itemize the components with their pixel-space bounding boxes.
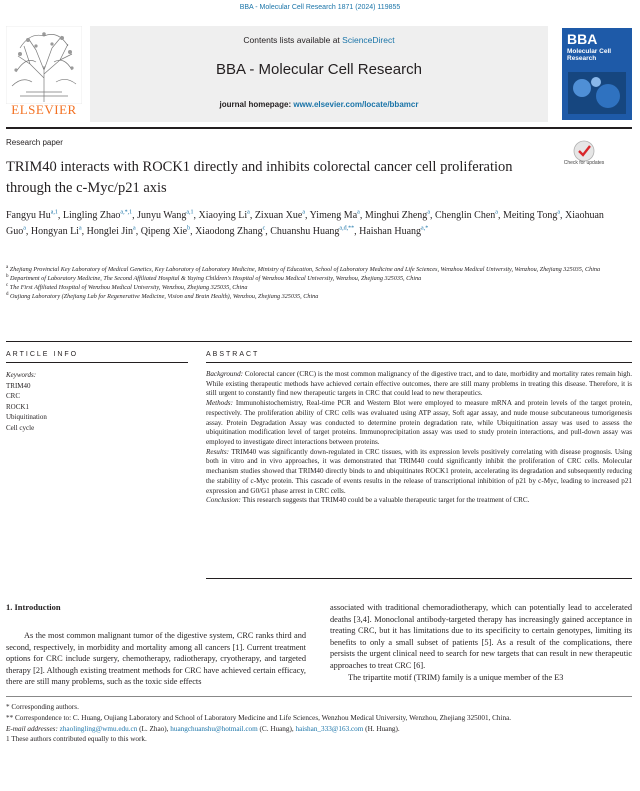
abstract-body [206,370,632,506]
contents-line [90,35,548,45]
crossmark-label: Check for updates [563,160,605,166]
author-name[interactable]: Minghui Zheng [364,210,428,221]
intro-paragraph: As the most common malignant tumor of the digestive system, CRC ranks third and second, respectively, in morbidity and mortality among all cancers [1]. Current treatment options for CRC include surgery, chemotherapy, radiotherapy, cryotherapy, and targeted therapy [2]. Although existing treatment methods for CRC have achieved certain efficacy, there are still many problems, such as the toxic side effects [6,631,306,687]
affiliation-text: Department of Laboratory Medicine, The Second Affiliated Hospital & Yuying Children's Hospital of Wenzhou Medical University, Wenzhou, Zhejiang 325035, China [10,274,422,282]
masthead [90,26,548,122]
abstract-methods: Methods: Immunohistochemistry, Real-time PCR and Western Blot were employed to measure mRNA and protein levels of the target protein, respectively. The proliferation ability of CRC cells was evaluated using ATP assay, Soft agar assay, and nude mouse subcutaneous tumorigenesis assay. Protein Degradation Assay was conducted to determine protein degradation rate, while Ubiquitination assay was used to assess the ubiquitination modification level of target proteins. Immunoprecipitation assay was used to study protein interactions, and pull-down assay was employed to investigate direct interactions between proteins. [206,399,632,447]
abstract-rule [206,362,632,363]
footnote-emails: E-mail addresses: zhaolingling@wmu.edu.cn (L. Zhao), huangchuanshu@hotmail.com (C. Huang), haishan_333@163.com (H. Huang). [6,724,400,733]
section-rule [6,341,632,342]
homepage-link[interactable]: www.elsevier.com/locate/bbamcr [293,100,419,109]
journal-cover[interactable] [562,28,632,120]
affiliation [6,293,632,302]
article-info-heading: ARTICLE INFO [6,351,79,358]
affiliation-list [6,266,632,302]
homepage-line [90,100,548,109]
author-affiliation-marker[interactable]: a,* [421,225,429,232]
journal-header [6,26,632,122]
keyword: Cell cycle [6,423,35,432]
author-affiliation-marker[interactable]: a,*,1 [120,209,133,216]
abstract-results: Results: TRIM40 was significantly down-regulated in CRC tissues, with its expression levels positively correlating with disease prognosis. Using both in vitro and in vivo approaches, it was demonstrated that TRIM40 could significantly inhibit the proliferation of CRC cells. Molecular mechanism studies showed that TRIM40 directly binds to and ubiquitinates ROCK1 protein, accelerating its degradation and subsequently reducing the stability of c-Myc protein. This cascade of events results in the release of transcriptional inhibition of p21 by c-Myc, leading to increased p21 expression and G0/G1 phase arrest in CRC cells. [206,447,632,495]
author-affiliation-marker[interactable]: a [357,209,360,216]
author-name[interactable]: Zixuan Xue [254,210,303,221]
author-list: Fangyu Hu$^{a,1}$, Lingling Zhao$^{a,*,1}$, Junyu Wang$^{a,1}$, Xiaoying Li$^a$, Zixuan Xue$^a$, Yimeng Ma$^a$, Minghui Zheng$^a$, Chenglin Chen$^a$, Meiting Tong$^a$, Xiaohuan Guo$^a$, Hongyan Li$^a$, Honglei Jin$^a$, Qipeng Xie$^b$, Xiaodong Zhang$^c$, Chuanshu Huang$^{a,d,**}$, Haishan Huang$^{a,*}$ [6,209,604,237]
author-name[interactable]: Meiting Tong [502,210,558,221]
affiliation [6,266,632,275]
article-title: TRIM40 interacts with ROCK1 directly and inhibits colorectal cancer cell proliferation through the c-Myc/p21 axis [6,159,513,197]
author-name[interactable]: Qipeng Xie [140,226,188,237]
cover-art-icon [562,28,632,120]
author-affiliation-marker[interactable]: a [495,209,498,216]
affiliation-text: Zhejiang Provincial Key Laboratory of Medical Genetics, Key Laboratory of Laboratory Medicine, Ministry of Education, School of Laboratory Medicine and Life Sciences, Wenzhou Medical University, Wenzhou, Zhejiang 325035, China [9,266,601,273]
author-affiliation-marker[interactable]: a [78,225,82,232]
author-name[interactable]: Hongyan Li [30,226,79,237]
intro-paragraph: associated with traditional chemoradiotherapy, which can potentially lead to accelerated deaths [3,4]. Monoclonal antibody-targeted therapy has increasingly gained acceptance in treating CRC, but it has limitations due to its specificity to certain genotypes, limiting its benefits to only a small subset of patients [5]. As a result of the complications, there persists the urgent clinical need to search for new targets that can result in new therapeutic approaches to treat CRC [6]. [330,603,632,671]
author-affiliation-marker[interactable]: a [23,225,26,232]
article-type: Research paper [6,138,63,147]
author-name[interactable]: Fangyu Hu [6,210,51,221]
affiliation [6,284,632,293]
author-affiliation-marker[interactable]: b [187,225,191,232]
affiliation-marker: d [6,291,9,297]
journal-citation[interactable]: BBA - Molecular Cell Research 1871 (2024) 119855 [239,4,401,11]
footnote-rule [6,696,632,697]
affiliation-text: Oujiang Laboratory (Zhejiang Lab for Regenerative Medicine, Vision and Brain Health), Wenzhou, Zhejiang 325035, China [10,292,319,300]
author-name[interactable]: Haishan Huang [359,226,422,237]
keywords-label: Keywords: [6,371,37,379]
author-affiliation-marker[interactable]: c [262,225,266,232]
email-label: E-mail addresses: [6,724,58,733]
affiliation-marker: a [6,264,9,270]
keyword: CRC [6,392,21,400]
intro-right-column [330,602,632,683]
email-link-huang-h[interactable]: haishan_333@163.com [295,724,364,733]
author-name[interactable]: Junyu Wang [137,210,187,221]
author-affiliation-marker[interactable]: a,1 [50,209,58,216]
abstract-background: Background: Colorectal cancer (CRC) is the most common malignancy of the digestive tract, and to date, morbidity and mortality rates remain high. While existing therapeutic methods have achieved certain effective outcomes, there are still many problems in treating this disease. Therefore, it is still urgent to constantly find new therapeutic targets in CRC that could lead to new therapeutics. [206,370,632,398]
tree-icon [6,26,82,104]
homepage-label: journal homepage: [219,100,294,109]
email-link-huang-c[interactable]: huangchuanshu@hotmail.com [170,724,258,733]
author-name[interactable]: Honglei Jin [86,226,134,237]
author-affiliation-marker[interactable]: a [557,209,561,216]
keyword: TRIM40 [6,381,31,390]
author-name[interactable]: Xiaodong Zhang [195,226,263,237]
intro-paragraph: The tripartite motif (TRIM) family is a unique member of the E3 [348,672,564,682]
publisher-name: ELSEVIER [11,102,77,117]
keyword: Ubiquitination [6,413,47,421]
contents-prefix: Contents lists available at [243,35,343,45]
author-name[interactable]: Lingling Zhao [62,210,121,221]
email-link-zhao[interactable]: zhaolingling@wmu.edu.cn [59,724,138,733]
affiliation-marker: c [6,282,9,288]
crossmark-icon [566,140,602,162]
check-for-updates-button[interactable] [566,140,602,178]
cover-title: BBA [567,31,598,47]
footnote-equal-contribution: 1 These authors contributed equally to this work. [6,735,147,744]
author-name[interactable]: Chuanshu Huang [270,226,340,237]
abstract-conclusion: Conclusion: This research suggests that TRIM40 could be a valuable therapeutic target for the treatment of CRC. [206,496,530,505]
footnote-corresponding: * Corresponding authors. [6,703,79,711]
author-affiliation-marker[interactable]: a [302,209,305,216]
abstract-end-rule [206,578,632,579]
keywords-block [6,370,186,433]
elsevier-logo [6,26,82,122]
author-affiliation-marker[interactable]: a,1 [186,209,194,216]
introduction-heading: 1. Introduction [6,602,61,612]
author-affiliation-marker[interactable]: a [133,225,136,232]
author-affiliation-marker[interactable]: a [247,209,250,216]
author-affiliation-marker[interactable]: a,d,** [339,225,355,232]
author-name[interactable]: Chenglin Chen [434,210,496,221]
info-rule [6,362,188,363]
affiliation-marker: b [6,273,9,279]
author-name[interactable]: Xiaohuan Guo [6,210,604,237]
sciencedirect-link[interactable]: ScienceDirect [342,35,395,45]
abstract-heading: ABSTRACT [206,351,260,358]
journal-title: BBA - Molecular Cell Research [216,61,422,78]
cover-subtitle: Molecular Cell Research [567,48,612,63]
intro-left-column [6,630,306,688]
keyword: ROCK1 [6,402,29,411]
author-affiliation-marker[interactable]: a [427,209,430,216]
footnotes [6,702,632,745]
header-rule [6,127,632,129]
author-name[interactable]: Xiaoying Li [198,210,248,221]
affiliation-text: The First Affiliated Hospital of Wenzhou Medical University, Wenzhou, Zhejiang 325035, China [9,283,248,291]
footnote-correspondence: ** Correspondence to: C. Huang, Oujiang Laboratory and School of Laboratory Medicine and Life Sciences, Wenzhou Medical University, Wenzhou, Zhejiang 325001, China. [6,713,512,722]
author-name[interactable]: Yimeng Ma [309,210,358,221]
affiliation [6,275,632,284]
